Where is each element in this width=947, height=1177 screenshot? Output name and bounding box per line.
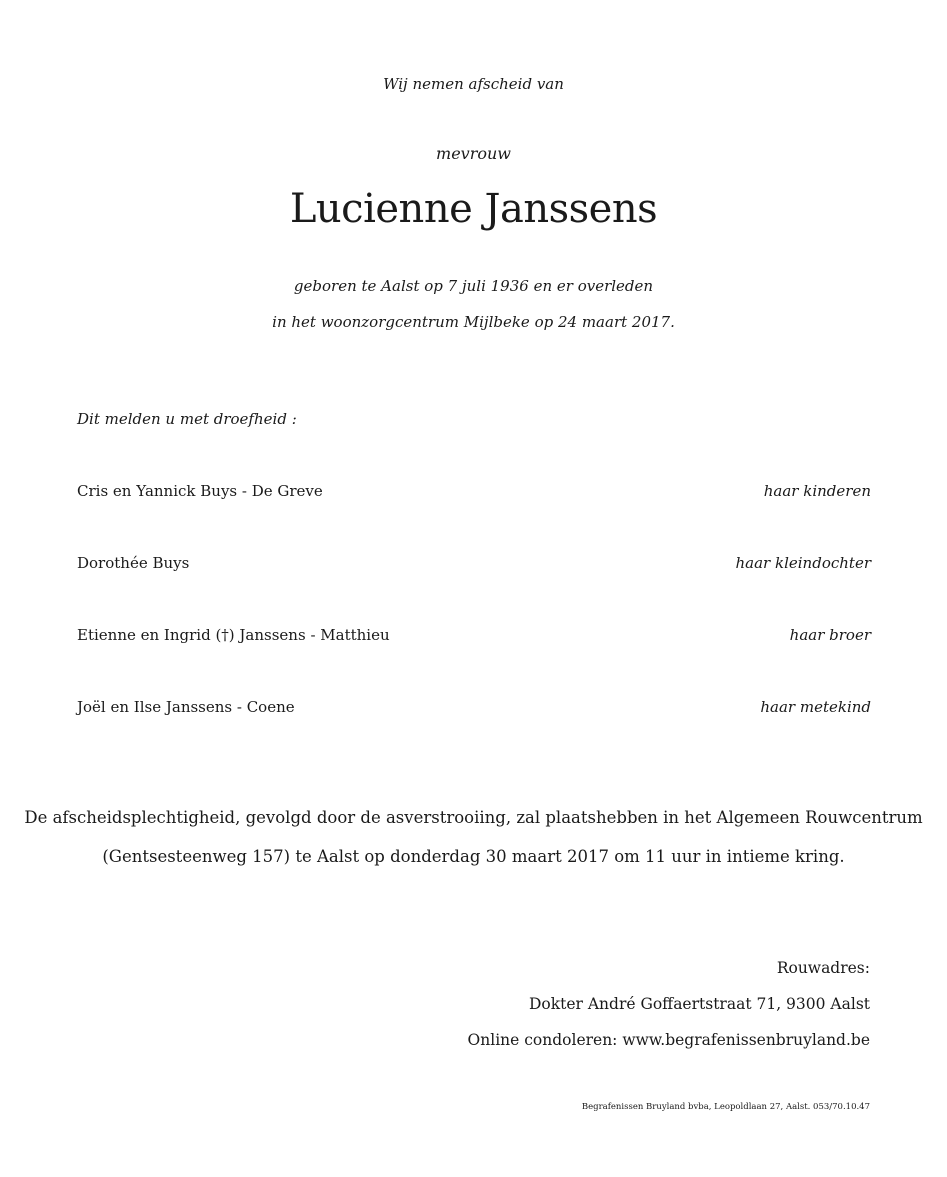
family-row <box>77 698 871 770</box>
family-names: Etienne en Ingrid (†) Janssens - Matthieu <box>77 626 390 644</box>
online-condolence-link[interactable]: Online condoleren: www.begrafenissenbruyland.be <box>467 1031 870 1049</box>
family-relation: haar kleindochter <box>735 554 871 572</box>
family-relation: haar broer <box>789 626 871 644</box>
family-names: Dorothée Buys <box>77 554 190 572</box>
mourning-address-label: Rouwadres: <box>776 959 870 977</box>
birth-death-line-1: geboren te Aalst op 7 juli 1936 en er overleden <box>293 277 654 295</box>
funeral-home-footer: Begrafenissen Bruyland bvba, Leopoldlaan 27, Aalst. 053/70.10.47 <box>581 1102 870 1112</box>
family-relation: haar kinderen <box>763 482 871 500</box>
birth-death-line-2: in het woonzorgcentrum Mijlbeke op 24 maart 2017. <box>272 313 675 331</box>
family-row <box>77 554 871 626</box>
ceremony-line-2: (Gentsesteenweg 157) te Aalst op donderdag 30 maart 2017 om 11 uur in intieme kring. <box>102 847 845 866</box>
intro-text: Wij nemen afscheid van <box>383 75 564 93</box>
family-list <box>77 482 871 770</box>
ceremony-line-1: De afscheidsplechtigheid, gevolgd door de asverstrooiing, zal plaatshebben in het Algemeen Rouwcentrum <box>24 808 923 827</box>
family-names: Cris en Yannick Buys - De Greve <box>77 482 323 500</box>
mourning-address-street: Dokter André Goffaertstraat 71, 9300 Aalst <box>528 995 870 1013</box>
family-row <box>77 482 871 554</box>
honorific: mevrouw <box>436 144 511 163</box>
announcement-text: Dit melden u met droefheid : <box>77 410 297 428</box>
family-row <box>77 626 871 698</box>
family-names: Joël en Ilse Janssens - Coene <box>77 698 295 716</box>
deceased-name: Lucienne Janssens <box>289 186 658 232</box>
family-relation: haar metekind <box>760 698 871 716</box>
